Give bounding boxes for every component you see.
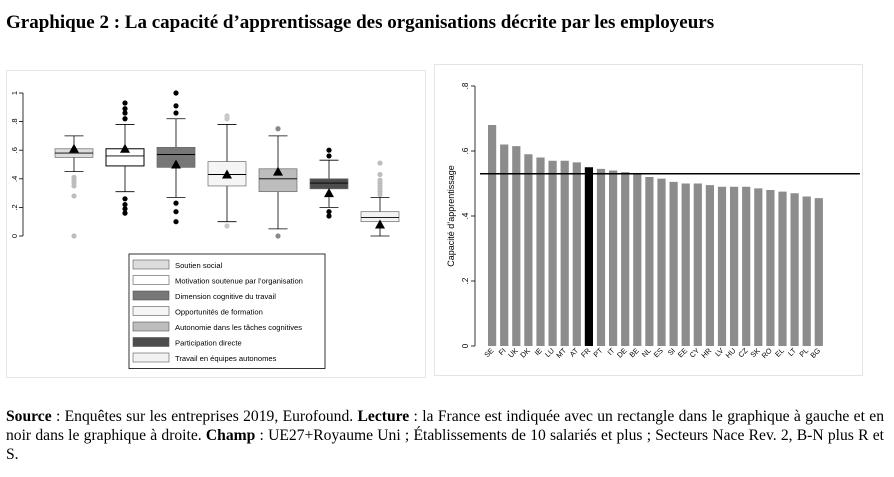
box-outlier bbox=[122, 106, 127, 111]
box-outlier bbox=[122, 196, 127, 201]
y-tick-label: .6 bbox=[461, 147, 471, 155]
bar bbox=[754, 188, 762, 346]
x-tick-label: MT bbox=[554, 346, 569, 360]
legend-label: Motivation soutenue par l’organisation bbox=[175, 276, 303, 286]
bar bbox=[561, 161, 569, 346]
y-tick-label: .8 bbox=[9, 118, 19, 125]
x-tick-label: LV bbox=[713, 346, 726, 359]
source-text: : Enquêtes sur les entreprises 2019, Eurofound. bbox=[51, 408, 358, 425]
y-tick-label: 0 bbox=[9, 233, 19, 239]
x-tick-label: EE bbox=[675, 346, 690, 360]
bar bbox=[512, 146, 520, 346]
y-tick-label: .2 bbox=[9, 204, 19, 211]
box-outlier bbox=[275, 233, 280, 238]
x-tick-label: FR bbox=[579, 346, 593, 360]
x-tick-label: PT bbox=[591, 346, 605, 360]
box-series bbox=[310, 148, 348, 219]
y-tick-label: 0 bbox=[461, 343, 471, 349]
bar bbox=[573, 162, 581, 346]
legend-swatch bbox=[133, 276, 169, 285]
legend-label: Autonomie dans les tâches cognitives bbox=[175, 323, 303, 332]
box-outlier bbox=[122, 100, 127, 105]
bar bbox=[815, 198, 823, 346]
bar bbox=[694, 184, 702, 347]
bar bbox=[500, 145, 508, 347]
box-outlier bbox=[122, 202, 127, 207]
box-outlier bbox=[173, 103, 178, 108]
legend-swatch bbox=[133, 307, 169, 316]
x-tick-label: SK bbox=[748, 346, 762, 360]
legend-swatch bbox=[133, 260, 169, 269]
legend-swatch bbox=[133, 322, 169, 331]
box-outlier bbox=[224, 223, 229, 228]
y-tick-label: .4 bbox=[461, 212, 471, 220]
legend-swatch bbox=[133, 291, 169, 300]
x-tick-label: DE bbox=[615, 346, 629, 360]
box-outlier bbox=[173, 90, 178, 95]
bar bbox=[670, 182, 678, 346]
box-series bbox=[157, 90, 195, 224]
x-tick-label: RO bbox=[759, 346, 774, 361]
legend-label: Dimension cognitive du travail bbox=[175, 292, 276, 301]
box-outlier bbox=[71, 233, 76, 238]
box-series bbox=[208, 113, 246, 228]
legend-swatch bbox=[133, 338, 169, 347]
x-tick-label: HU bbox=[723, 346, 738, 360]
legend-swatch bbox=[133, 353, 169, 362]
box-outlier bbox=[326, 153, 331, 158]
x-tick-label: LT bbox=[786, 346, 799, 359]
box-series bbox=[259, 126, 297, 238]
box-outlier bbox=[173, 110, 178, 115]
bar bbox=[718, 187, 726, 346]
box-outlier bbox=[326, 148, 331, 153]
bar bbox=[706, 185, 714, 346]
y-tick-label: 1 bbox=[9, 90, 19, 96]
x-tick-label: SI bbox=[665, 346, 678, 358]
x-tick-label: CY bbox=[687, 346, 702, 360]
legend-label: Opportunités de formation bbox=[175, 307, 263, 317]
y-tick-label: .8 bbox=[461, 82, 471, 90]
x-tick-label: UK bbox=[506, 346, 520, 360]
boxplot-panel bbox=[6, 70, 426, 378]
lecture-label: Lecture bbox=[357, 408, 410, 425]
y-tick-label: .6 bbox=[9, 147, 19, 154]
box-mean-marker bbox=[69, 144, 79, 153]
box-series bbox=[55, 136, 93, 239]
bar bbox=[488, 125, 496, 346]
y-axis-title: Capacité d’apprentissage bbox=[446, 165, 456, 267]
x-tick-label: LU bbox=[543, 346, 557, 360]
legend-label: Participation directe bbox=[175, 338, 242, 348]
lecture-text: : la France est indiquée avec un rectangle dans le graphique à gauche et en noir dans le graphique à droite. bbox=[6, 408, 884, 444]
x-tick-label: BE bbox=[627, 346, 641, 360]
x-tick-label: AT bbox=[567, 346, 581, 359]
bar bbox=[766, 190, 774, 346]
bar bbox=[742, 187, 750, 346]
bar bbox=[730, 187, 738, 346]
bar bbox=[524, 154, 532, 346]
box-outlier bbox=[377, 178, 382, 183]
barchart-panel bbox=[434, 64, 863, 376]
bar bbox=[609, 171, 617, 347]
x-tick-label: ES bbox=[651, 346, 665, 360]
bar bbox=[803, 197, 811, 347]
bar bbox=[621, 172, 629, 346]
x-tick-label: EL bbox=[773, 346, 786, 359]
x-tick-label: HR bbox=[699, 346, 714, 360]
x-tick-label: IE bbox=[532, 346, 544, 358]
box-series bbox=[106, 100, 144, 215]
source-label: Source bbox=[6, 408, 52, 425]
box-outlier bbox=[326, 209, 331, 214]
bar bbox=[682, 184, 690, 347]
x-tick-label: BG bbox=[808, 346, 823, 360]
box-outlier bbox=[71, 193, 76, 198]
y-tick-label: .2 bbox=[461, 277, 471, 285]
box-mean-marker bbox=[120, 144, 130, 153]
box-outlier bbox=[377, 172, 382, 177]
legend-label: Soutien social bbox=[175, 261, 223, 270]
box-outlier bbox=[377, 160, 382, 165]
box-outlier bbox=[173, 201, 178, 206]
box-series bbox=[361, 160, 399, 236]
box-iqr bbox=[310, 179, 348, 189]
x-tick-label: FI bbox=[496, 346, 508, 358]
bar-chart bbox=[435, 65, 862, 375]
bar bbox=[778, 192, 786, 346]
champ-label: Champ bbox=[205, 427, 256, 444]
bar bbox=[585, 167, 593, 346]
footnote bbox=[6, 407, 884, 464]
x-tick-label: DK bbox=[518, 346, 532, 360]
legend-label: Travail en équipes autonomes bbox=[175, 354, 277, 363]
box-outlier bbox=[173, 219, 178, 224]
x-tick-label: CZ bbox=[736, 346, 750, 360]
box-outlier bbox=[71, 175, 76, 180]
bar bbox=[633, 174, 641, 346]
x-tick-label: PL bbox=[797, 346, 811, 359]
box-outlier bbox=[122, 116, 127, 121]
y-tick-label: .4 bbox=[9, 175, 19, 182]
box-mean-marker bbox=[324, 188, 334, 197]
x-tick-label: NL bbox=[639, 346, 653, 360]
bar bbox=[597, 169, 605, 346]
bar bbox=[645, 177, 653, 346]
bar bbox=[791, 193, 799, 346]
x-tick-label: IT bbox=[605, 346, 617, 358]
bar bbox=[549, 161, 557, 346]
box-outlier bbox=[275, 126, 280, 131]
champ-text: : UE27+Royaume Uni ; Établissements de 10 salariés et plus ; Secteurs Nace Rev. 2, B-N plus R et S. bbox=[6, 427, 884, 463]
box-outlier bbox=[224, 113, 229, 118]
chart-title: Graphique 2 : La capacité d’apprentissage des organisations décrite par les employeurs bbox=[6, 12, 715, 33]
box-outlier bbox=[173, 209, 178, 214]
boxplot-chart bbox=[7, 71, 425, 377]
x-tick-label: SE bbox=[482, 346, 496, 360]
bar bbox=[536, 158, 544, 347]
bar bbox=[657, 179, 665, 346]
